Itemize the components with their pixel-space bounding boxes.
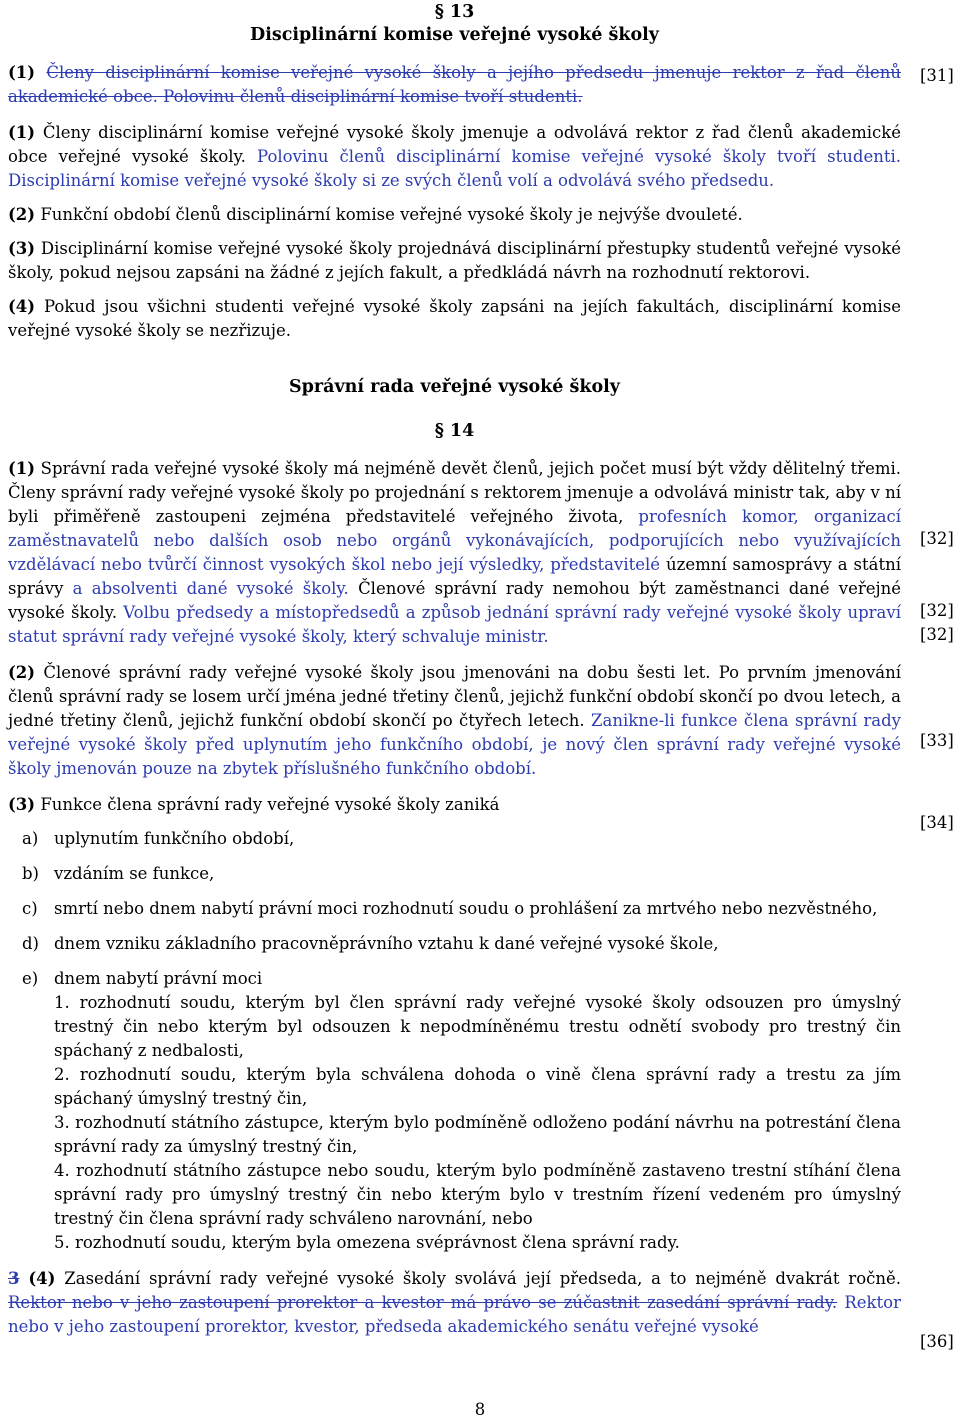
- list-item: [8, 932, 901, 956]
- margin-reference: [32]: [920, 529, 954, 548]
- section-13-paragraph-3: [8, 237, 901, 285]
- sub-item: 3. rozhodnutí státního zástupce, kterým bylo podmíněně odloženo podání návrhu na potrestání člena správní rady za úmyslný trestný čin,: [54, 1113, 901, 1156]
- amended-text: profesních komor, organizací zaměstnavatelů nebo dalších osob nebo orgánů vykonávajících, podporujících nebo využívajících vzdělávací nebo tvůrčí činnost vysokých škol nebo její výsledky, představitelé: [8, 507, 902, 574]
- margin-reference: [33]: [920, 731, 954, 750]
- list-item-text: vzdáním se funkce,: [54, 864, 215, 883]
- paragraph-number: (3): [8, 795, 36, 814]
- list-item-text: dnem nabytí právní moci: [54, 969, 263, 988]
- section-13-title: Disciplinární komise veřejné vysoké školy: [250, 25, 659, 45]
- list-item: [8, 827, 901, 851]
- section-13-deleted-paragraph: [8, 61, 901, 109]
- paragraph-text: územní samosprávy a státní správy: [8, 555, 902, 598]
- list-item-text: uplynutím funkčního období,: [54, 829, 295, 848]
- list-item: [8, 897, 901, 921]
- section-13-paragraph-2: [8, 203, 901, 227]
- sub-item: 2. rozhodnutí soudu, kterým byla schválena dohoda o vině člena správní rady a trestu za jím spáchaný úmyslný trestný čin,: [54, 1065, 901, 1108]
- amended-text: Rektor nebo v jeho zastoupení prorektor, kvestor, předseda akademického senátu veřejné vysoké: [8, 1293, 901, 1336]
- deleted-paragraph-number: 3: [8, 1269, 20, 1288]
- paragraph-number: (4): [8, 297, 36, 316]
- paragraph-text: Správní rada veřejné vysoké školy má nejméně devět členů, jejich počet musí být vždy dělitelný třemi. Členy správní rady veřejné vysoké školy po projednání s rektorem jmenuje a odvolává ministr tak, aby v ní byli přiměřeně zastoupeni zejména představitelé veřejného života,: [8, 459, 902, 526]
- list-item-text: smrtí nebo dnem nabytí právní moci rozhodnutí soudu o prohlášení za mrtvého nebo nezvěstného,: [54, 899, 878, 918]
- list-item-text: dnem vzniku základního pracovněprávního vztahu k dané veřejné vysoké škole,: [54, 934, 719, 953]
- paragraph-text: Funkce člena správní rady veřejné vysoké školy zaniká: [40, 795, 500, 814]
- section-13-number: § 13: [434, 2, 475, 22]
- paragraph-number: (2): [8, 205, 36, 224]
- paragraph-number: (2): [8, 663, 36, 682]
- margin-reference: [31]: [920, 66, 954, 85]
- section-14-paragraph-1: [8, 457, 901, 649]
- paragraph-number: (1): [8, 123, 36, 142]
- margin-reference: [32]: [920, 601, 954, 620]
- paragraph-text: Členové správní rady nemohou být zaměstnanci dané veřejné vysoké školy.: [8, 579, 902, 622]
- list-marker: c): [22, 899, 38, 918]
- section-13-paragraph-1: [8, 121, 901, 193]
- paragraph-text: Zasedání správní rady veřejné vysoké školy svolává její předseda, a to nejméně dvakrát ročně.: [64, 1269, 901, 1288]
- amended-text: Polovinu členů disciplinární komise veřejné vysoké školy tvoří studenti. Disciplinární komise veřejné vysoké školy si ze svých členů volí a odvolává svého předsedu.: [8, 147, 901, 190]
- deleted-text: Členy disciplinární komise veřejné vysoké školy a jejího předsedu jmenuje rektor z řad členů akademické obce. Polovinu členů disciplinární komise tvoří studenti.: [8, 63, 901, 106]
- paragraph-text: Disciplinární komise veřejné vysoké školy projednává disciplinární přestupky studentů veřejné vysoké školy, pokud nejsou zapsáni na žádné z jejích fakult, a předkládá návrh na rozhodnutí rektorovi.: [8, 239, 902, 282]
- paragraph-text: Funkční období členů disciplinární komise veřejné vysoké školy je nejvýše dvouleté.: [40, 205, 743, 224]
- section-13-paragraph-4: [8, 295, 901, 343]
- amended-text: Volbu předsedy a místopředsedů a způsob jednání správní rady veřejné vysoké školy upraví statut správní rady veřejné vysoké školy, který schvaluje ministr.: [8, 603, 901, 646]
- list-marker: b): [22, 864, 39, 883]
- deleted-text: Rektor nebo v jeho zastoupení prorektor a kvestor má právo se zúčastnit zasedání správní rady.: [8, 1293, 838, 1312]
- margin-reference: [32]: [920, 625, 954, 644]
- amended-text: a absolventi dané vysoké školy.: [72, 579, 349, 598]
- margin-reference: [34]: [920, 813, 954, 832]
- section-14-paragraph-4: [8, 1267, 901, 1339]
- termination-list: [8, 827, 901, 1255]
- section-14-heading: Správní rada veřejné vysoké školy: [289, 377, 620, 397]
- sub-item: 1. rozhodnutí soudu, kterým byl člen správní rady veřejné vysoké školy odsouzen pro úmyslný trestný čin nebo kterým byl odsouzen k nepodmíněnému trestu odnětí svobody pro trestný čin spáchaný z nedbalosti,: [54, 993, 901, 1060]
- paragraph-text: Pokud jsou všichni studenti veřejné vysoké školy zapsáni na jejích fakultách, disciplinární komise veřejné vysoké školy se nezřizuje.: [8, 297, 901, 340]
- page-number: 8: [474, 1400, 486, 1419]
- paragraph-number: (4): [28, 1269, 56, 1288]
- section-14-paragraph-2: [8, 661, 901, 781]
- document-page: [8, 0, 901, 1339]
- sub-item: 5. rozhodnutí soudu, kterým byla omezena svéprávnost člena správní rady.: [54, 1233, 680, 1252]
- section-14-paragraph-3: [8, 793, 901, 817]
- list-item: [8, 967, 901, 991]
- paragraph-number: (1): [8, 63, 36, 82]
- paragraph-text: Členové správní rady veřejné vysoké školy jsou jmenováni na dobu šesti let. Po prvním jmenování členů správní rady se losem určí jména jedné třetiny členů, jejichž funkční období skončí po dvou letech, a jedné třetiny členů, jejichž funkční období skončí po čtyřech letech.: [8, 663, 902, 730]
- list-marker: a): [22, 829, 39, 848]
- list-marker: d): [22, 934, 39, 953]
- margin-reference: [36]: [920, 1332, 954, 1351]
- sub-item: 4. rozhodnutí státního zástupce nebo soudu, kterým bylo podmíněně zastaveno trestní stíhání člena správní rady pro úmyslný trestný čin nebo kterým bylo v trestním řízení vedeném pro úmyslný trestný čin člena správní rady schváleno narovnání, nebo: [54, 1161, 901, 1228]
- amended-text: Zanikne-li funkce člena správní rady veřejné vysoké školy před uplynutím jeho funkčního období, je nový člen správní rady veřejné vysoké školy jmenován pouze na zbytek příslušného funkčního období.: [8, 711, 901, 778]
- paragraph-number: (3): [8, 239, 36, 258]
- list-marker: e): [22, 969, 39, 988]
- section-14-number: § 14: [434, 421, 475, 441]
- paragraph-number: (1): [8, 459, 36, 478]
- paragraph-text: Členy disciplinární komise veřejné vysoké školy jmenuje a odvolává rektor z řad členů akademické obce veřejné vysoké školy.: [8, 123, 902, 166]
- list-item: [8, 862, 901, 886]
